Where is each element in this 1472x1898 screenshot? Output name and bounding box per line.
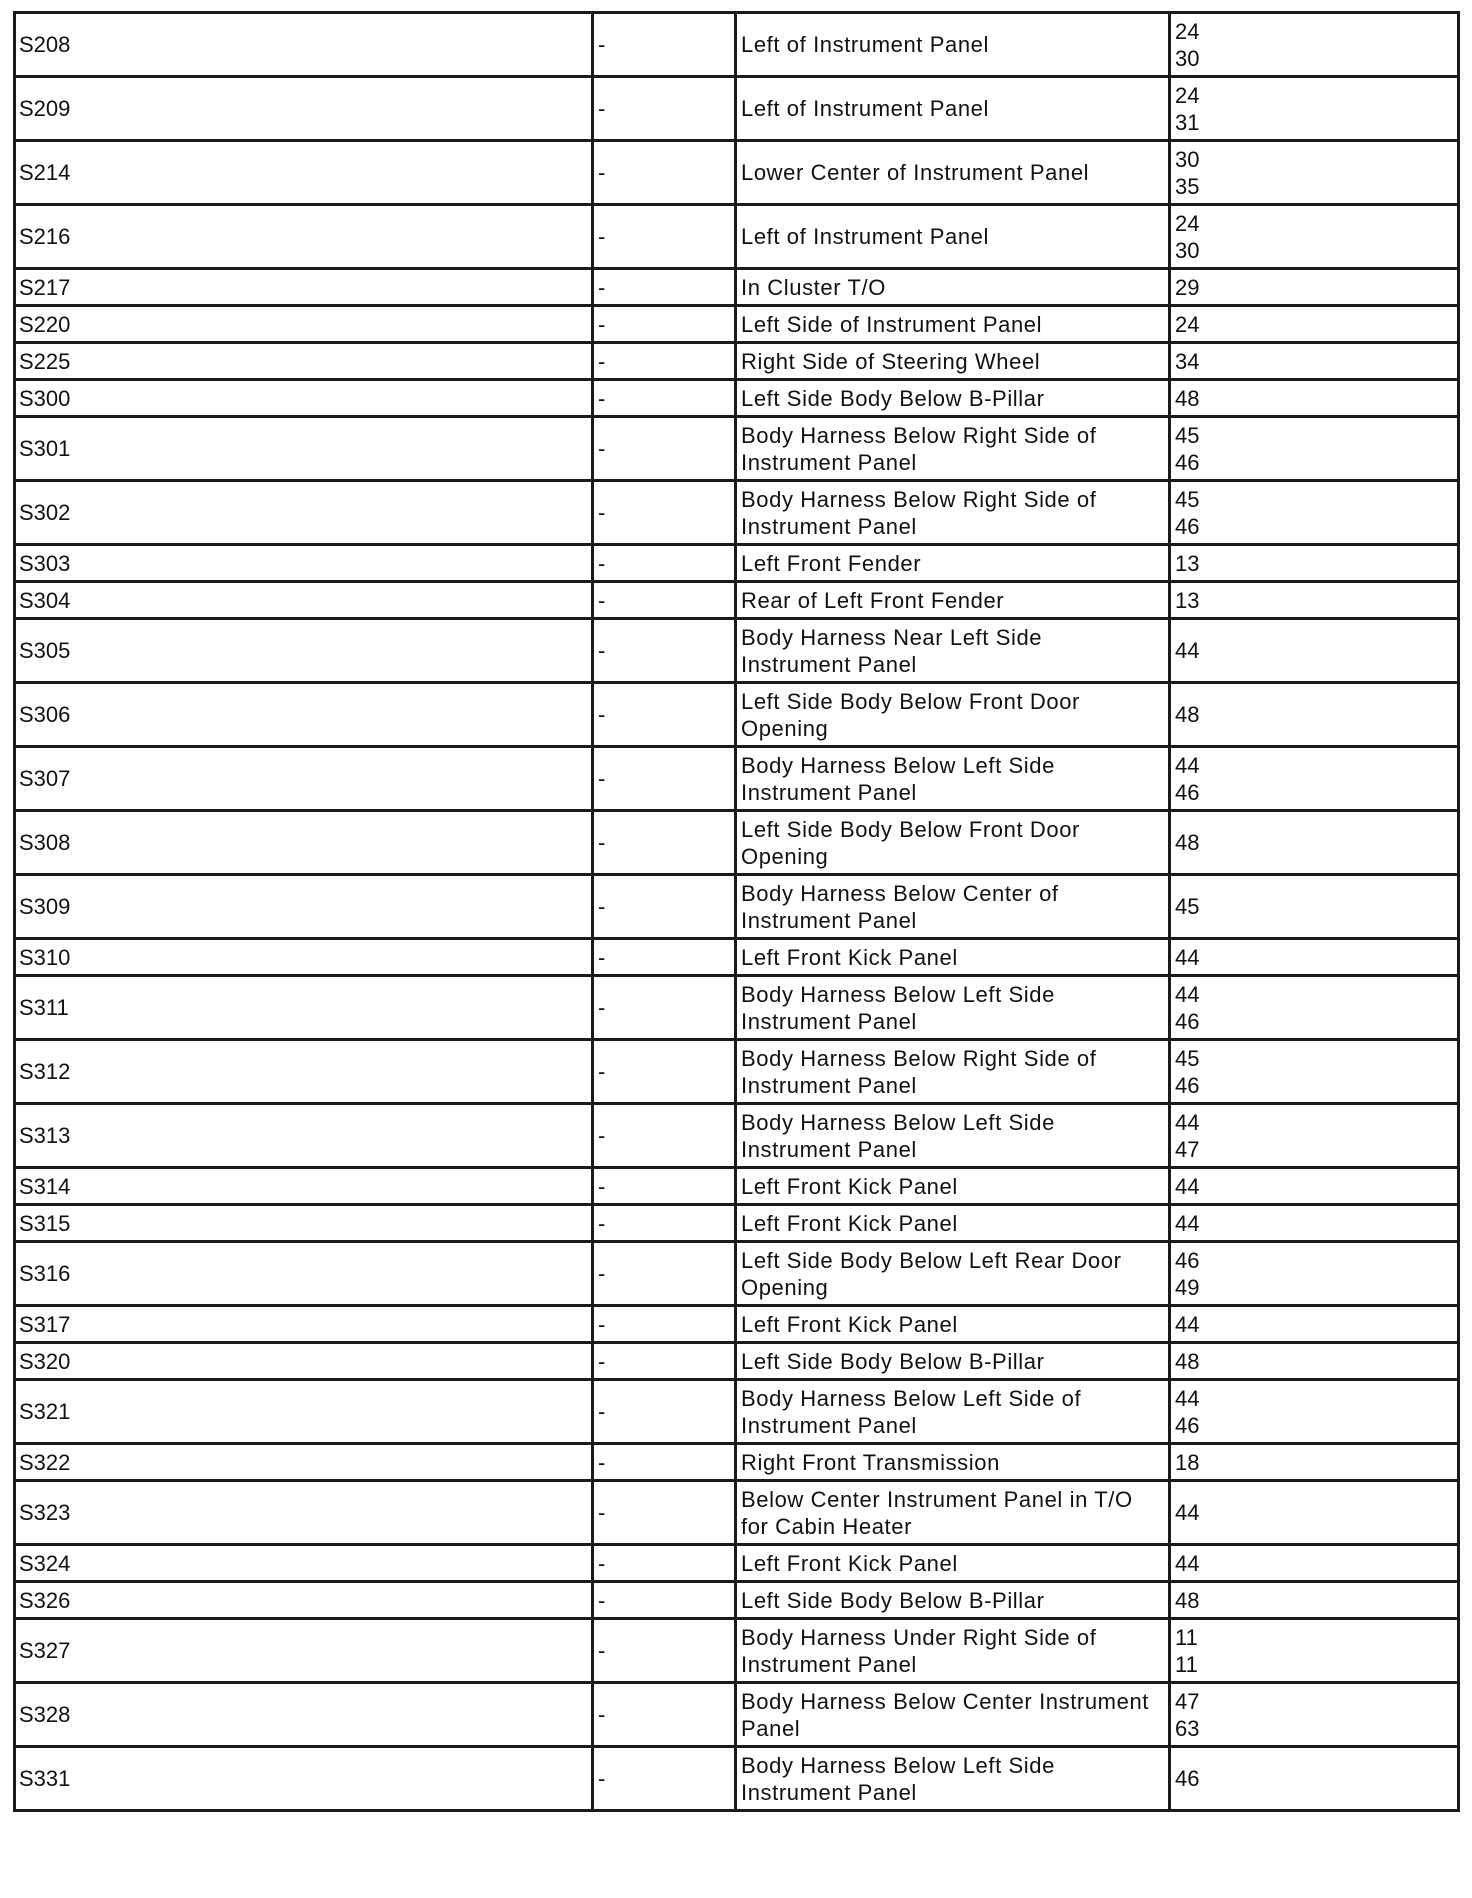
location-cell: [736, 1242, 1170, 1306]
location-line: Body Harness Below Right Side of: [741, 486, 1097, 512]
page-ref: 46: [1175, 1247, 1200, 1273]
page-ref: 46: [1175, 449, 1200, 475]
dash-cell: -: [593, 683, 736, 747]
splice-id-cell: S304: [15, 582, 593, 619]
dash-cell: -: [593, 1040, 736, 1104]
dash-cell: -: [593, 13, 736, 77]
location-line: Opening: [741, 715, 829, 741]
page-ref: 44: [1175, 1210, 1200, 1236]
table-row: [15, 1168, 1459, 1205]
page-ref: 44: [1175, 981, 1200, 1007]
location-line: Instrument Panel: [741, 1651, 917, 1677]
page-ref: 49: [1175, 1274, 1200, 1300]
page-ref-cell: [1170, 811, 1459, 875]
location-cell: [736, 1481, 1170, 1545]
location-cell: [736, 1168, 1170, 1205]
page-ref: 13: [1175, 587, 1200, 613]
location-line: Instrument Panel: [741, 907, 917, 933]
table-row: [15, 1306, 1459, 1343]
splice-id-cell: S328: [15, 1683, 593, 1747]
page-ref-cell: [1170, 141, 1459, 205]
page-ref: 44: [1175, 944, 1200, 970]
location-cell: [736, 269, 1170, 306]
location-line: Instrument Panel: [741, 779, 917, 805]
page-ref: 11: [1175, 1651, 1198, 1677]
table-row: [15, 545, 1459, 582]
location-line: Instrument Panel: [741, 1072, 917, 1098]
location-cell: [736, 1380, 1170, 1444]
table-row: [15, 875, 1459, 939]
location-cell: [736, 1582, 1170, 1619]
page-ref-cell: [1170, 1444, 1459, 1481]
table-row: [15, 939, 1459, 976]
splice-id-cell: S311: [15, 976, 593, 1040]
splice-id-cell: S225: [15, 343, 593, 380]
dash-cell: -: [593, 1481, 736, 1545]
location-cell: [736, 1545, 1170, 1582]
page-ref-cell: [1170, 939, 1459, 976]
splice-id-cell: S300: [15, 380, 593, 417]
location-cell: [736, 380, 1170, 417]
location-line: Body Harness Below Center of: [741, 880, 1059, 906]
dash-cell: -: [593, 141, 736, 205]
dash-cell: -: [593, 1242, 736, 1306]
page-ref: 45: [1175, 894, 1200, 919]
splice-id-cell: S326: [15, 1582, 593, 1619]
table-row: [15, 481, 1459, 545]
splice-id-cell: S220: [15, 306, 593, 343]
table-row: [15, 1747, 1459, 1811]
splice-id-cell: S312: [15, 1040, 593, 1104]
table-row: [15, 976, 1459, 1040]
location-line: Body Harness Near Left Side: [741, 624, 1043, 650]
location-line: Body Harness Below Left Side of: [741, 1385, 1082, 1411]
dash-cell: -: [593, 1619, 736, 1683]
splice-id-cell: S321: [15, 1380, 593, 1444]
splice-id-cell: S323: [15, 1481, 593, 1545]
location-cell: [736, 1040, 1170, 1104]
location-cell: [736, 939, 1170, 976]
splice-id-cell: S309: [15, 875, 593, 939]
dash-cell: -: [593, 343, 736, 380]
dash-cell: -: [593, 481, 736, 545]
splice-id-cell: S303: [15, 545, 593, 582]
table-row: [15, 1545, 1459, 1582]
table-row: [15, 1205, 1459, 1242]
dash-cell: -: [593, 205, 736, 269]
page-ref: 30: [1175, 45, 1200, 71]
location-line: Body Harness Under Right Side of: [741, 1624, 1097, 1650]
location-line: Instrument Panel: [741, 1412, 917, 1438]
page-ref: 30: [1175, 237, 1200, 263]
location-line: Body Harness Below Left Side: [741, 1752, 1055, 1778]
dash-cell: -: [593, 269, 736, 306]
splice-id-cell: S320: [15, 1343, 593, 1380]
page-ref: 45: [1175, 1045, 1200, 1071]
page-ref: 63: [1175, 1715, 1200, 1741]
dash-cell: -: [593, 1380, 736, 1444]
location-cell: [736, 141, 1170, 205]
page-ref-cell: [1170, 343, 1459, 380]
location-line: Instrument Panel: [741, 449, 917, 475]
location-line: Opening: [741, 843, 829, 869]
location-line: Right Front Transmission: [741, 1449, 1000, 1475]
location-cell: [736, 481, 1170, 545]
location-line: Left Side Body Below Front Door: [741, 816, 1080, 842]
page-ref-cell: [1170, 875, 1459, 939]
page-ref: 46: [1175, 1072, 1200, 1098]
location-cell: [736, 747, 1170, 811]
dash-cell: -: [593, 380, 736, 417]
table-row: [15, 269, 1459, 306]
location-line: In Cluster T/O: [741, 274, 886, 300]
dash-cell: -: [593, 1582, 736, 1619]
location-cell: [736, 1306, 1170, 1343]
page-ref: 44: [1175, 752, 1200, 778]
location-line: Left Front Kick Panel: [741, 944, 958, 970]
page-ref-cell: [1170, 1582, 1459, 1619]
location-line: Instrument Panel: [741, 1779, 917, 1805]
location-line: Body Harness Below Left Side: [741, 752, 1055, 778]
dash-cell: -: [593, 545, 736, 582]
page-ref-cell: [1170, 1343, 1459, 1380]
page-ref: 46: [1175, 1008, 1200, 1034]
location-line: Left Front Fender: [741, 550, 922, 576]
splice-id-cell: S324: [15, 1545, 593, 1582]
location-line: Left Front Kick Panel: [741, 1550, 958, 1576]
table-row: [15, 747, 1459, 811]
page-ref: 44: [1175, 1173, 1200, 1199]
location-line: Opening: [741, 1274, 829, 1300]
page-ref-cell: [1170, 1683, 1459, 1747]
page-ref: 34: [1175, 348, 1200, 374]
splice-id-cell: S209: [15, 77, 593, 141]
location-line: Right Side of Steering Wheel: [741, 348, 1041, 374]
table-row: [15, 1242, 1459, 1306]
page-ref: 46: [1175, 513, 1200, 539]
page-ref-cell: [1170, 1040, 1459, 1104]
table-row: [15, 1683, 1459, 1747]
location-cell: [736, 976, 1170, 1040]
page-ref-cell: [1170, 1242, 1459, 1306]
page-ref-cell: [1170, 77, 1459, 141]
location-line: for Cabin Heater: [741, 1513, 913, 1539]
table-row: [15, 1444, 1459, 1481]
page-ref: 45: [1175, 422, 1200, 448]
page-ref: 48: [1175, 1348, 1200, 1374]
page-ref: 24: [1175, 18, 1200, 44]
location-cell: [736, 1747, 1170, 1811]
location-cell: [736, 205, 1170, 269]
splice-id-cell: S217: [15, 269, 593, 306]
location-cell: [736, 545, 1170, 582]
page-ref: 30: [1175, 146, 1200, 172]
page-ref: 29: [1175, 274, 1200, 300]
dash-cell: -: [593, 811, 736, 875]
page-ref: 24: [1175, 311, 1200, 337]
location-cell: [736, 1205, 1170, 1242]
splice-id-cell: S308: [15, 811, 593, 875]
location-line: Left of Instrument Panel: [741, 32, 989, 57]
page-ref: 45: [1175, 486, 1200, 512]
location-cell: [736, 811, 1170, 875]
location-cell: [736, 1444, 1170, 1481]
location-line: Left Front Kick Panel: [741, 1311, 958, 1337]
table-row: [15, 683, 1459, 747]
splice-id-cell: S214: [15, 141, 593, 205]
location-line: Left Front Kick Panel: [741, 1173, 958, 1199]
table-row: [15, 1619, 1459, 1683]
dash-cell: -: [593, 1683, 736, 1747]
splice-id-cell: S301: [15, 417, 593, 481]
location-line: Left of Instrument Panel: [741, 96, 989, 121]
splice-id-cell: S317: [15, 1306, 593, 1343]
splice-id-cell: S331: [15, 1747, 593, 1811]
page-ref: 48: [1175, 702, 1200, 727]
page-ref-cell: [1170, 582, 1459, 619]
location-cell: [736, 875, 1170, 939]
page-ref-cell: [1170, 545, 1459, 582]
splice-id-cell: S327: [15, 1619, 593, 1683]
table-row: [15, 1380, 1459, 1444]
location-line: Below Center Instrument Panel in T/O: [741, 1486, 1133, 1512]
table-row: [15, 1481, 1459, 1545]
splice-id-cell: S305: [15, 619, 593, 683]
location-cell: [736, 1619, 1170, 1683]
page-ref-cell: [1170, 683, 1459, 747]
location-line: Left Side Body Below B-Pillar: [741, 385, 1045, 411]
page-ref-cell: [1170, 205, 1459, 269]
location-line: Body Harness Below Right Side of: [741, 1045, 1097, 1071]
location-line: Left Side Body Below Left Rear Door: [741, 1247, 1122, 1273]
table-row: [15, 141, 1459, 205]
page-ref-cell: [1170, 747, 1459, 811]
location-line: Body Harness Below Left Side: [741, 981, 1055, 1007]
dash-cell: -: [593, 875, 736, 939]
location-cell: [736, 582, 1170, 619]
page-ref: 48: [1175, 830, 1200, 855]
table-row: [15, 13, 1459, 77]
location-line: Instrument Panel: [741, 513, 917, 539]
dash-cell: -: [593, 1104, 736, 1168]
location-line: Left Front Kick Panel: [741, 1210, 958, 1236]
location-cell: [736, 619, 1170, 683]
page-ref-cell: [1170, 1619, 1459, 1683]
table-row: [15, 417, 1459, 481]
page-ref: 47: [1175, 1136, 1200, 1162]
page-ref: 13: [1175, 550, 1200, 576]
page-ref: 48: [1175, 385, 1200, 411]
location-cell: [736, 683, 1170, 747]
table-row: [15, 306, 1459, 343]
page-ref: 47: [1175, 1688, 1200, 1714]
splice-id-cell: S306: [15, 683, 593, 747]
page-ref-cell: [1170, 481, 1459, 545]
location-line: Body Harness Below Right Side of: [741, 422, 1097, 448]
dash-cell: -: [593, 976, 736, 1040]
location-line: Left of Instrument Panel: [741, 224, 989, 249]
page-ref: 46: [1175, 779, 1200, 805]
location-line: Body Harness Below Left Side: [741, 1109, 1055, 1135]
dash-cell: -: [593, 1444, 736, 1481]
page-ref-cell: [1170, 1168, 1459, 1205]
page-ref-cell: [1170, 976, 1459, 1040]
page-ref-cell: [1170, 1205, 1459, 1242]
page-ref-cell: [1170, 13, 1459, 77]
table-row: [15, 1040, 1459, 1104]
dash-cell: -: [593, 417, 736, 481]
splice-id-cell: S322: [15, 1444, 593, 1481]
page-ref-cell: [1170, 1104, 1459, 1168]
location-line: Left Side of Instrument Panel: [741, 311, 1043, 337]
location-cell: [736, 13, 1170, 77]
page-ref-cell: [1170, 1306, 1459, 1343]
location-line: Instrument Panel: [741, 651, 917, 677]
page-ref: 31: [1175, 109, 1200, 135]
location-cell: [736, 417, 1170, 481]
page-ref-cell: [1170, 380, 1459, 417]
splice-id-cell: S302: [15, 481, 593, 545]
dash-cell: -: [593, 77, 736, 141]
location-line: Left Side Body Below Front Door: [741, 688, 1080, 714]
splice-id-cell: S314: [15, 1168, 593, 1205]
splice-id-cell: S310: [15, 939, 593, 976]
page-ref: 24: [1175, 210, 1200, 236]
dash-cell: -: [593, 939, 736, 976]
table-row: [15, 1343, 1459, 1380]
page-ref: 24: [1175, 82, 1200, 108]
page-ref-cell: [1170, 1481, 1459, 1545]
page-ref-cell: [1170, 619, 1459, 683]
location-line: Left Side Body Below B-Pillar: [741, 1348, 1045, 1374]
table-body: [15, 13, 1459, 1811]
location-line: Lower Center of Instrument Panel: [741, 160, 1090, 185]
location-line: Instrument Panel: [741, 1136, 917, 1162]
table-row: [15, 811, 1459, 875]
page-ref: 44: [1175, 1550, 1200, 1576]
dash-cell: -: [593, 1168, 736, 1205]
page-ref: 44: [1175, 638, 1200, 663]
dash-cell: -: [593, 747, 736, 811]
page-ref-cell: [1170, 306, 1459, 343]
splice-location-table: [13, 11, 1460, 1812]
page-ref-cell: [1170, 1545, 1459, 1582]
location-line: Rear of Left Front Fender: [741, 587, 1005, 613]
location-cell: [736, 1343, 1170, 1380]
page-ref: 48: [1175, 1587, 1200, 1613]
page-ref: 44: [1175, 1109, 1200, 1135]
table-row: [15, 343, 1459, 380]
dash-cell: -: [593, 619, 736, 683]
location-cell: [736, 77, 1170, 141]
table-row: [15, 1104, 1459, 1168]
location-line: Panel: [741, 1715, 801, 1741]
dash-cell: -: [593, 1306, 736, 1343]
table-row: [15, 77, 1459, 141]
page-ref: 35: [1175, 173, 1200, 199]
location-line: Left Side Body Below B-Pillar: [741, 1587, 1045, 1613]
page-ref: 11: [1175, 1624, 1198, 1650]
page-ref: 46: [1175, 1766, 1200, 1791]
location-cell: [736, 1683, 1170, 1747]
splice-id-cell: S315: [15, 1205, 593, 1242]
table-row: [15, 1582, 1459, 1619]
dash-cell: -: [593, 1205, 736, 1242]
splice-id-cell: S216: [15, 205, 593, 269]
splice-id-cell: S307: [15, 747, 593, 811]
page-ref: 18: [1175, 1449, 1200, 1475]
location-line: Instrument Panel: [741, 1008, 917, 1034]
location-cell: [736, 1104, 1170, 1168]
splice-id-cell: S313: [15, 1104, 593, 1168]
page-ref-cell: [1170, 1747, 1459, 1811]
dash-cell: -: [593, 582, 736, 619]
table-row: [15, 205, 1459, 269]
splice-id-cell: S316: [15, 1242, 593, 1306]
dash-cell: -: [593, 1545, 736, 1582]
splice-id-cell: S208: [15, 13, 593, 77]
dash-cell: -: [593, 306, 736, 343]
page-ref: 44: [1175, 1500, 1200, 1525]
page-ref: 44: [1175, 1311, 1200, 1337]
dash-cell: -: [593, 1343, 736, 1380]
page-ref-cell: [1170, 1380, 1459, 1444]
table-row: [15, 582, 1459, 619]
page-ref: 44: [1175, 1385, 1200, 1411]
location-cell: [736, 306, 1170, 343]
table-row: [15, 619, 1459, 683]
page-ref-cell: [1170, 417, 1459, 481]
dash-cell: -: [593, 1747, 736, 1811]
page-ref-cell: [1170, 269, 1459, 306]
table-row: [15, 380, 1459, 417]
location-cell: [736, 343, 1170, 380]
location-line: Body Harness Below Center Instrument: [741, 1688, 1149, 1714]
page-ref: 46: [1175, 1412, 1200, 1438]
